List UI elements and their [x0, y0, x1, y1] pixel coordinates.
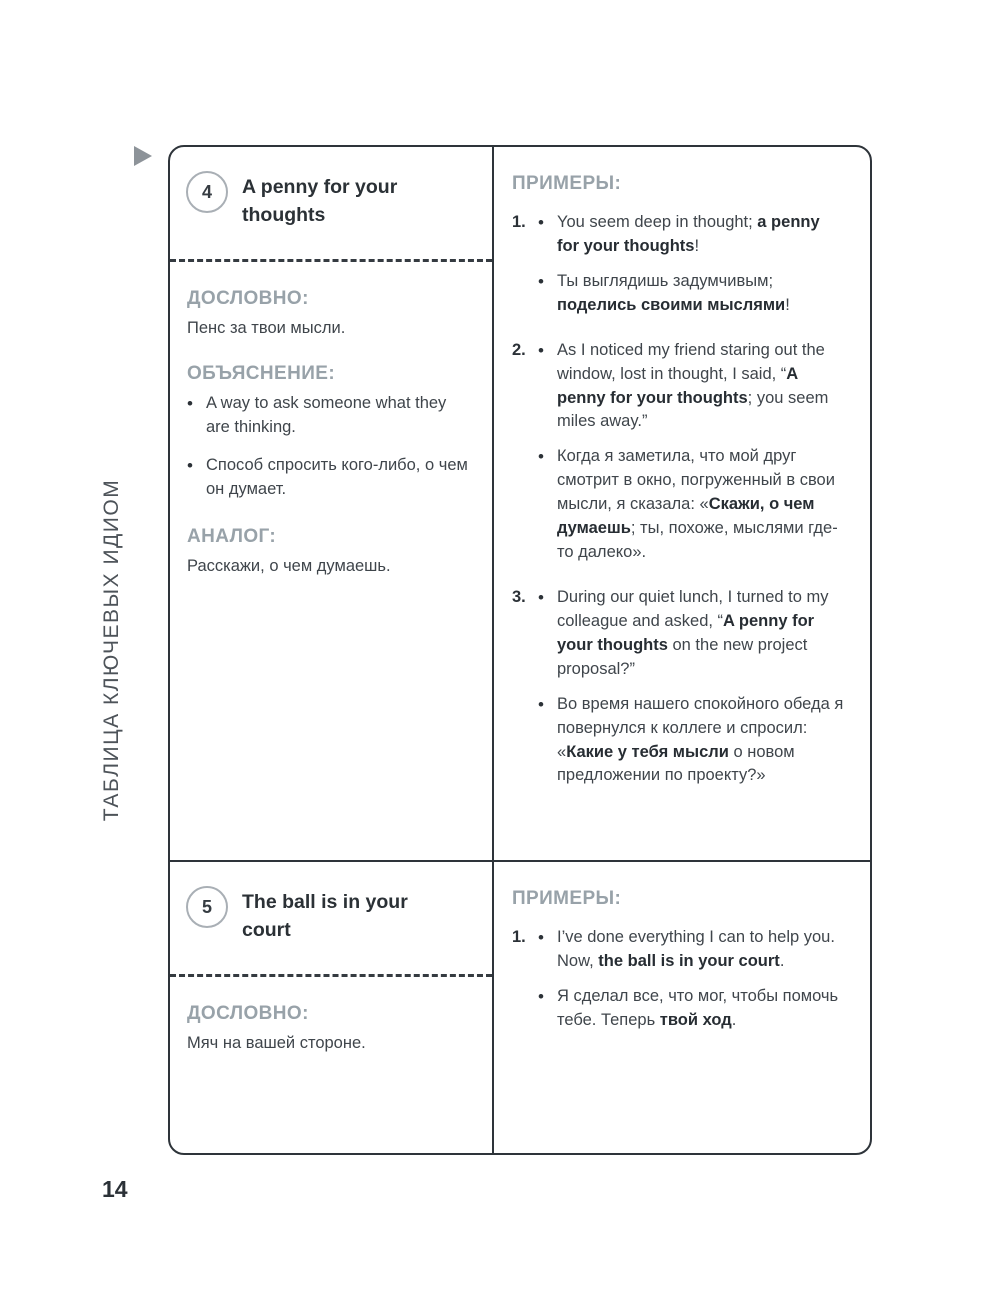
example-text-en	[557, 339, 846, 435]
example-line-ru	[512, 270, 846, 318]
text-run: During our quiet lunch, I turned to my colleague and asked, “	[557, 587, 829, 630]
bullet-icon: •	[538, 213, 544, 232]
idiom-5-definition-cell	[170, 862, 494, 1153]
idiom-5-header	[170, 862, 492, 974]
example-item	[512, 926, 846, 1033]
text-run-bold: A penny for your thoughts	[557, 611, 815, 654]
section-heading-explanation: ОБЪЯСНЕНИЕ:	[187, 363, 336, 385]
explanation-bullet	[187, 454, 474, 502]
text-run: ; ты, похоже, мыслями где-то далеко».	[557, 519, 838, 562]
text-run: .	[779, 951, 785, 970]
text-run: .	[731, 1010, 737, 1029]
triangle-marker-icon	[134, 146, 152, 166]
idiom-4-header	[170, 147, 492, 259]
example-text-en	[557, 586, 846, 682]
example-item	[512, 211, 846, 318]
example-item	[512, 339, 846, 565]
literal-text: Пенс за твои мысли.	[187, 319, 346, 338]
bullet-icon: •	[538, 340, 544, 360]
text-run: You seem deep in thought;	[557, 213, 758, 231]
explanation-text-en: A way to ask someone what they are thinking.	[206, 394, 447, 437]
text-run: As I noticed my friend staring out the window, lost in thought, I said, “	[557, 340, 825, 383]
example-line-ru	[512, 445, 846, 565]
text-run: !	[785, 295, 790, 314]
margin-vertical-title: ТАБЛИЦА КЛЮЧЕВЫХ ИДИОМ	[100, 478, 123, 822]
example-text-ru	[557, 985, 846, 1033]
bullet-icon: •	[538, 694, 544, 714]
text-run-bold: A penny for your thoughts	[557, 364, 798, 407]
text-run: I’ve done everything I can to help you. Now,	[557, 928, 835, 970]
analog-text: Расскажи, о чем думаешь.	[187, 556, 391, 575]
text-run: !	[694, 236, 700, 255]
example-number: 1.	[512, 213, 526, 231]
bullet-icon: •	[538, 447, 544, 467]
section-heading-literal: ДОСЛОВНО:	[187, 1003, 309, 1025]
example-text-en	[557, 926, 846, 974]
example-text-en	[557, 211, 846, 259]
example-line-ru	[512, 985, 846, 1033]
idiom-number-badge: 5	[186, 886, 228, 928]
idiom-title: A penny for your thoughts	[242, 176, 398, 226]
text-run: о новом предложении по проекту?»	[557, 742, 795, 785]
text-run: Я сделал все, что мог, чтобы помочь тебе. Теперь	[557, 986, 839, 1029]
idiom-title: The ball is in your court	[242, 891, 408, 941]
section-heading-analog: АНАЛОГ:	[187, 525, 277, 547]
text-run: Ты выглядишь задумчивым;	[557, 271, 774, 290]
bullet-icon: •	[538, 271, 544, 291]
idiom-4-examples-cell	[494, 147, 870, 862]
bullet-icon: •	[538, 986, 544, 1006]
idiom-4-definition-cell	[170, 147, 494, 862]
bullet-icon: •	[538, 587, 544, 607]
text-run: Во время нашего спокойного обеда я повернулся к коллеге и спросил: «	[557, 694, 844, 761]
idiom-5-sections	[170, 977, 492, 1056]
example-line-en	[512, 586, 846, 682]
example-line-ru	[512, 693, 846, 789]
text-run-bold: поделись своими мыслями	[557, 295, 786, 314]
example-number: 2.	[512, 340, 526, 359]
idiom-number-badge: 4	[186, 171, 228, 213]
text-run: Когда я заметила, что мой друг смотрит в окно, погруженный в свои мысли, я сказала: «	[557, 447, 835, 514]
section-heading-literal: ДОСЛОВНО:	[187, 288, 309, 310]
text-run-bold: твой ход	[659, 1010, 732, 1029]
example-number: 1.	[512, 928, 526, 946]
example-item	[512, 586, 846, 788]
page-number: 14	[102, 1176, 128, 1202]
bullet-icon: •	[187, 456, 193, 476]
example-text-ru	[557, 445, 846, 565]
text-run-bold: Скажи, о чем думаешь	[557, 495, 815, 538]
literal-text: Мяч на вашей стороне.	[187, 1034, 366, 1053]
idiom-table	[168, 145, 872, 1155]
text-run-bold: a penny for your thoughts	[557, 213, 820, 255]
example-number: 3.	[512, 587, 526, 606]
example-line-en	[512, 926, 846, 974]
idiom-4-sections	[170, 262, 492, 579]
bullet-icon: •	[538, 928, 544, 947]
explanation-text-ru: Способ спросить кого-либо, о чем он думает.	[206, 456, 468, 499]
section-heading-examples: ПРИМЕРЫ:	[512, 173, 622, 194]
example-line-en	[512, 211, 846, 259]
text-run: ; you seem miles away.”	[557, 388, 829, 431]
text-run-bold: Какие у тебя мысли	[566, 742, 729, 761]
example-text-ru	[557, 270, 846, 318]
text-run: on the new project proposal?”	[557, 635, 808, 678]
example-text-ru	[557, 693, 846, 789]
idiom-5-examples-cell	[494, 862, 870, 1153]
explanation-bullet	[187, 392, 474, 440]
example-line-en	[512, 339, 846, 435]
section-heading-examples: ПРИМЕРЫ:	[512, 888, 622, 909]
bullet-icon: •	[187, 394, 193, 414]
text-run-bold: the ball is in your court	[598, 951, 780, 970]
